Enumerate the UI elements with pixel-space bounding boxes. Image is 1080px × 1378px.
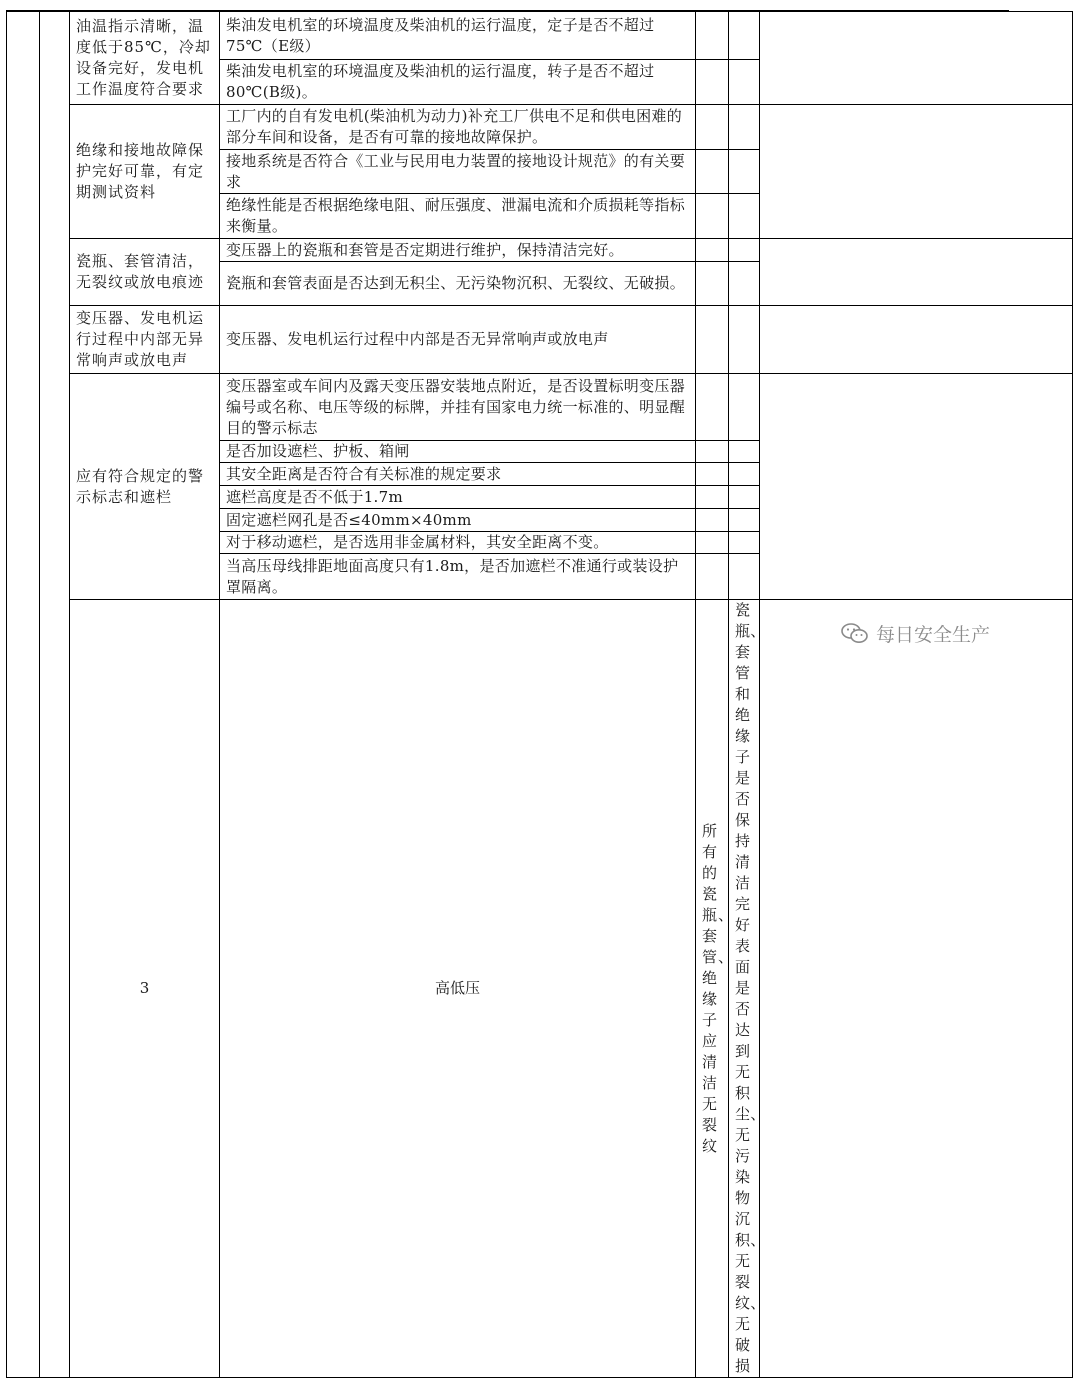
remark-cell[interactable] (760, 374, 1073, 600)
result-cell[interactable] (729, 150, 760, 194)
watermark-text: 每日安全生产 (876, 624, 991, 646)
item-cell: 柴油发电机室的环境温度及柴油机的运行温度，定子是否不超过75℃（E级） (220, 12, 696, 60)
result-cell[interactable] (696, 239, 729, 262)
item-cell: 变压器上的瓷瓶和套管是否定期进行维护，保持清洁完好。 (220, 239, 696, 262)
item-cell: 变压器室或车间内及露天变压器安装地点附近，是否设置标明变压器编号或名称、电压等级的标牌，并挂有国家电力统一标准的、明显醒目的警示标志 (220, 374, 696, 441)
item-cell: 变压器、发电机运行过程中内部是否无异常响声或放电声 (220, 306, 696, 374)
remark-cell[interactable] (760, 12, 1073, 105)
item-cell: 固定遮栏网孔是否≤40mm×40mm (220, 509, 696, 532)
result-cell[interactable] (696, 463, 729, 486)
category-cell: 所有的瓷瓶、套管、绝缘子应清洁无裂纹 (696, 600, 729, 1378)
item-line: 瓷瓶、套管和绝缘子是否保持清洁完好 (735, 601, 766, 934)
item-cell: 对于移动遮栏，是否选用非金属材料，其安全距离不变。 (220, 532, 696, 554)
result-cell[interactable] (729, 441, 760, 463)
result-cell[interactable] (696, 150, 729, 194)
remark-cell[interactable] (760, 105, 1073, 239)
result-cell[interactable] (729, 486, 760, 509)
tier-cell (40, 12, 70, 1378)
item-cell: 遮栏高度是否不低于1.7m (220, 486, 696, 509)
result-cell[interactable] (696, 509, 729, 532)
result-cell[interactable] (729, 554, 760, 600)
category-cell: 油温指示清晰，温度低于85℃，冷却设备完好，发电机工作温度符合要求 (70, 12, 220, 105)
voltage-tier: 高低压 (220, 600, 696, 1378)
result-cell[interactable] (696, 105, 729, 150)
item-cell: 当高压母线排距地面高度只有1.8m，是否加遮栏不准通行或装设护罩隔离。 (220, 554, 696, 600)
category-cell: 瓷瓶、套管清洁，无裂纹或放电痕迹 (70, 239, 220, 306)
remark-cell[interactable] (760, 239, 1073, 306)
watermark (840, 620, 990, 647)
wechat-icon (840, 622, 870, 646)
result-cell[interactable] (696, 374, 729, 441)
row-number: 3 (70, 600, 220, 1378)
result-cell[interactable] (696, 262, 729, 306)
result-cell[interactable] (696, 486, 729, 509)
result-cell[interactable] (729, 194, 760, 239)
item-cell: 接地系统是否符合《工业与民用电力装置的接地设计规范》的有关要求 (220, 150, 696, 194)
result-cell[interactable] (729, 239, 760, 262)
result-cell[interactable] (729, 374, 760, 441)
result-cell[interactable] (729, 262, 760, 306)
result-cell[interactable] (696, 12, 729, 60)
result-cell[interactable] (729, 105, 760, 150)
result-cell[interactable] (696, 532, 729, 554)
result-cell[interactable] (696, 194, 729, 239)
category-cell: 应有符合规定的警示标志和遮栏 (70, 374, 220, 600)
item-cell: 柴油发电机室的环境温度及柴油机的运行温度，转子是否不超过80℃(B级)。 (220, 60, 696, 105)
inspection-table (6, 11, 1073, 1378)
item-cell (729, 600, 766, 1378)
result-cell[interactable] (729, 509, 760, 532)
no-cell (7, 12, 40, 1378)
result-cell[interactable] (760, 600, 1073, 1378)
item-cell: 其安全距离是否符合有关标准的规定要求 (220, 463, 696, 486)
result-cell[interactable] (696, 60, 729, 105)
result-cell[interactable] (729, 12, 760, 60)
item-cell: 瓷瓶和套管表面是否达到无积尘、无污染物沉积、无裂纹、无破损。 (220, 262, 696, 306)
item-cell: 是否加设遮栏、护板、箱闸 (220, 441, 696, 463)
result-cell[interactable] (696, 306, 729, 374)
result-cell[interactable] (729, 306, 760, 374)
result-cell[interactable] (696, 554, 729, 600)
result-cell[interactable] (729, 463, 760, 486)
category-cell: 变压器、发电机运行过程中内部无异常响声或放电声 (70, 306, 220, 374)
result-cell[interactable] (696, 441, 729, 463)
category-cell: 绝缘和接地故障保护完好可靠，有定期测试资料 (70, 105, 220, 239)
result-cell[interactable] (729, 60, 760, 105)
item-line: 表面是否达到无积尘、无污染物沉积、无裂纹、无破损 (735, 937, 766, 1375)
item-cell: 工厂内的自有发电机(柴油机为动力)补充工厂供电不足和供电困难的部分车间和设备，是否有可靠的接地故障保护。 (220, 105, 696, 150)
item-cell: 绝缘性能是否根据绝缘电阻、耐压强度、泄漏电流和介质损耗等指标来衡量。 (220, 194, 696, 239)
remark-cell[interactable] (760, 306, 1073, 374)
result-cell[interactable] (729, 532, 760, 554)
